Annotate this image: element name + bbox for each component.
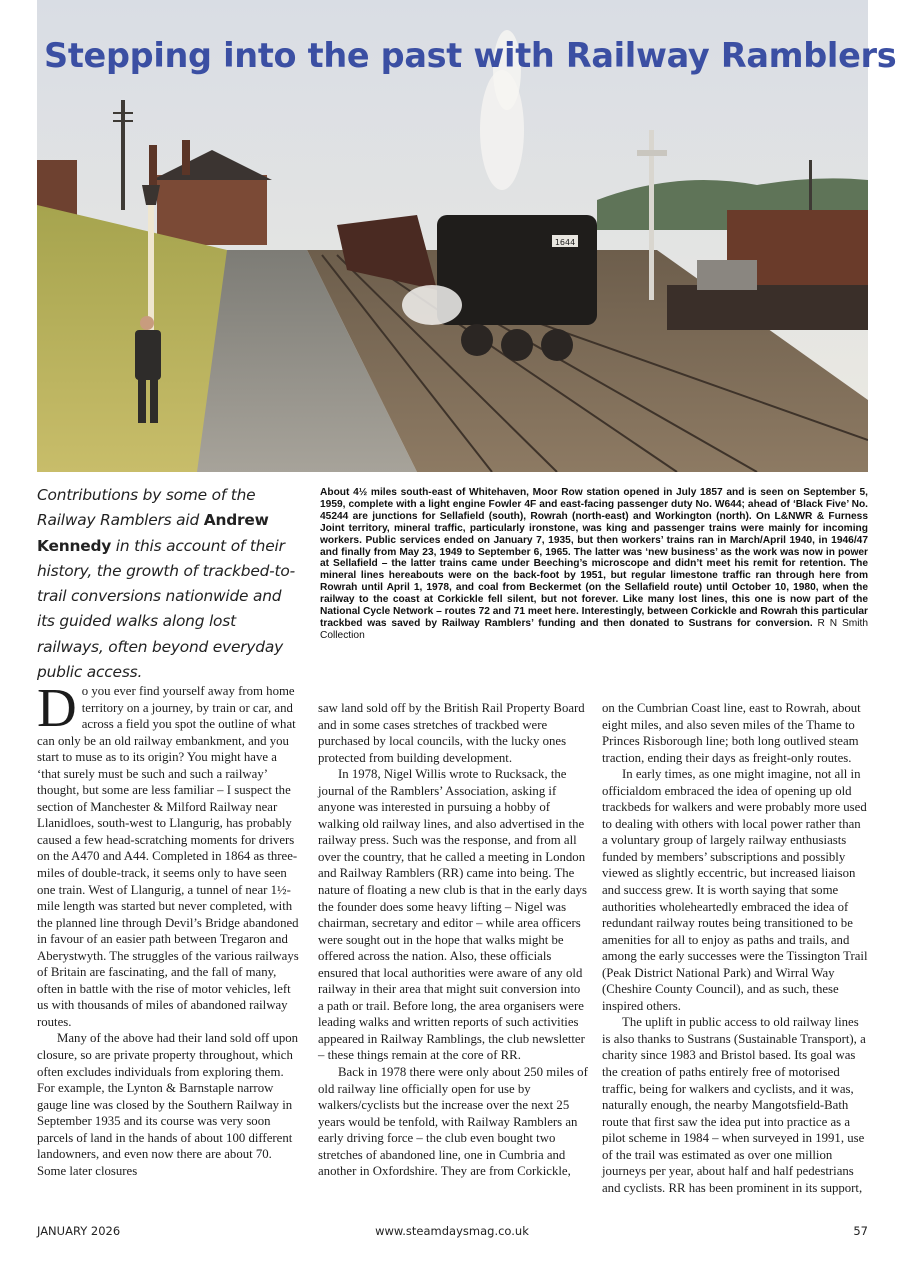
body-paragraph: Back in 1978 there were only about 250 miles of old railway line officially open for use by walkers/cyclists but the increase over the next 25 years would be tenfold, with Railway Ramblers an early driving force – the club even bought two stretches of abandoned line, one in Cumbria and another in Oxfordshire. They are from Corkickle,	[318, 1065, 588, 1179]
author-name: Andrew Kennedy	[37, 511, 269, 555]
body-paragraph: on the Cumbrian Coast line, east to Rowrah, about eight miles, and also seven miles of the Thame to Princes Risborough line; both long outlived steam traction, ending their days as freight-only routes.	[602, 701, 861, 765]
photo-credit: R N Smith Collection	[320, 617, 868, 641]
body-paragraph	[37, 677, 302, 1030]
loco-number-plate: 1644	[554, 238, 576, 247]
standfirst-tail: in this account of their history, the growth of trackbed-to-trail conversions nationwide and its guided walks along lost railways, often beyond everyday public access.	[37, 536, 295, 682]
body-paragraph: In 1978, Nigel Willis wrote to Rucksack, the journal of the Ramblers’ Association, asking if anyone was interested in pursuing a hobby of walking old railway lines, and also advertised in the railway press. Such was the response, and from all over the country, that he called a meeting in London and Railway Ramblers (RR) came into being. The nature of floating a new club is that in the early days the founder does some heavy lifting – Nigel was chairman, secretary and editor – while area officers were sought out in the hope that walks might be offered across the nation. Also, these officials ensured that local authorities were aware of any old railway in their area that might suit conversion into a path or trail. Before long, the area organisers were leading walks and written reports of such activities appeared in Railway Ramblings, the club newsletter – these things remain at the core of RR.	[318, 767, 588, 1063]
caption-text: About 4½ miles south-east of Whitehaven, Moor Row station opened in July 1857 and is seen on September 5, 1959, complete with a light engine Fowler 4F and east-facing passenger duty No. W644; ahead of ‘Black Five’ No. 45244 are junctions for Sellafield (south), Rowrah (north-east) and Workington (north). On L&NWR & Furness Joint territory, mineral traffic, particularly ironstone, was king and passenger trains were mainly for incoming workers. Public services ended on January 7, 1935, but then workers’ trains ran in March/April 1940, in 1946/47 and finally from May 23, 1949 to September 6, 1965. The latter was ‘new business’ as the work was now in power at Sellafield – the latter trains came under Beeching’s microscope and didn’t meet his remit for retention. The mineral lines hereabouts were on the back-foot by 1951, but regular limestone traffic ran through here from Rowrah until April 1, 1978, and coal from Beckermet (on the Sellafield route) until October 10, 1980, when the railway to the coast at Corkickle fell silent, but not forever. Like many lost lines, this one is now part of the National Cycle Network – routes 72 and 71 meet here. Interestingly, between Corkickle and Rowrah this particular trackbed was saved by Railway Ramblers’ funding and then donated to Sustrans for conversion.	[320, 487, 868, 629]
body-paragraph: The uplift in public access to old railway lines is also thanks to Sustrans (Sustainable Transport), a charity since 1983 and Bristol based. Its goal was the creation of paths entirely free of motorised traffic, being for walkers and cyclists, and it was, naturally enough, the nearby Mangotsfield-Bath route that first saw the idea put into practice as a pilot scheme in 1984 – when surveyed in 1991, use of the trail was estimated as over one million journeys per year, about half and half pedestrians and cyclists. RR has been prominent in its support,	[602, 1015, 866, 1195]
article-headline: Stepping into the past with Railway Ramblers	[44, 36, 897, 75]
body-paragraph: In early times, as one might imagine, not all in officialdom embraced the idea of opening up old trackbeds for walkers and were probably more used to dealing with others with local power rather than a voluntary group of largely railway enthusiasts funded by members’ subscriptions and possibly viewed as slightly eccentric, but increased liaison and success grew. It is worth saying that some authorities wholeheartedly embraced the idea of redundant railway routes being transitioned to be amenities for all to enjoy as paths and trails, and among the early successes were the Tissington Trail (Peak District National Park) and Wirral Way (Cheshire County Council), and as such, these inspired others.	[602, 767, 868, 1013]
article-standfirst	[37, 483, 302, 685]
issue-date: JANUARY 2026	[37, 1224, 121, 1238]
body-column-3	[602, 700, 868, 1196]
page-number: 57	[853, 1224, 868, 1238]
body-paragraph: saw land sold off by the British Rail Property Board and in some cases stretches of trackbed were purchased by local councils, with the lucky ones protected from building development.	[318, 701, 585, 765]
website-link[interactable]: www.steamdaysmag.co.uk	[375, 1224, 529, 1238]
photo-caption	[320, 487, 868, 642]
body-column-2	[318, 700, 589, 1180]
body-paragraph: Many of the above had their land sold off upon closure, so are private property throughout, which often excludes individuals from exploring them. For example, the Lynton & Barnstaple narrow gauge line was closed by the Southern Railway in September 1935 and its course was very soon parcels of land in the hands of about 100 different landowners, and even now there are about 70. Some later closures	[37, 1031, 299, 1178]
body-column-1	[37, 677, 302, 1179]
drop-cap: D	[37, 677, 77, 738]
standfirst-lead: Contributions by some of the Railway Ramblers aid	[37, 486, 256, 530]
body-text: o you ever find yourself away from home territory on a journey, by train or car, and across a field you spot the outline of what can only be an old railway embankment, and you start to muse as to its origin? You might have a ‘that surely must be such and such a railway’ thought, but some are less familiar – I suspect the section of Manchester & Milford Railway near Llanidloes, south-west to Llangurig, has probably caused a few head-scratching moments for drivers on the A470 and A44. Completed in 1864 as three-miles of double-track, it seems only to have seen one train. West of Llangurig, a tunnel of near 1½-mile length was started but never completed, with the planned line through Devil’s Bridge abandoned in favour of an easier path between Tregaron and Aberystwyth. The struggles of the various railways of Britain are fascinating, and the fall of many, often in battle with the rise of motor vehicles, left us with thousands of miles of abandoned railway routes.	[37, 684, 299, 1029]
